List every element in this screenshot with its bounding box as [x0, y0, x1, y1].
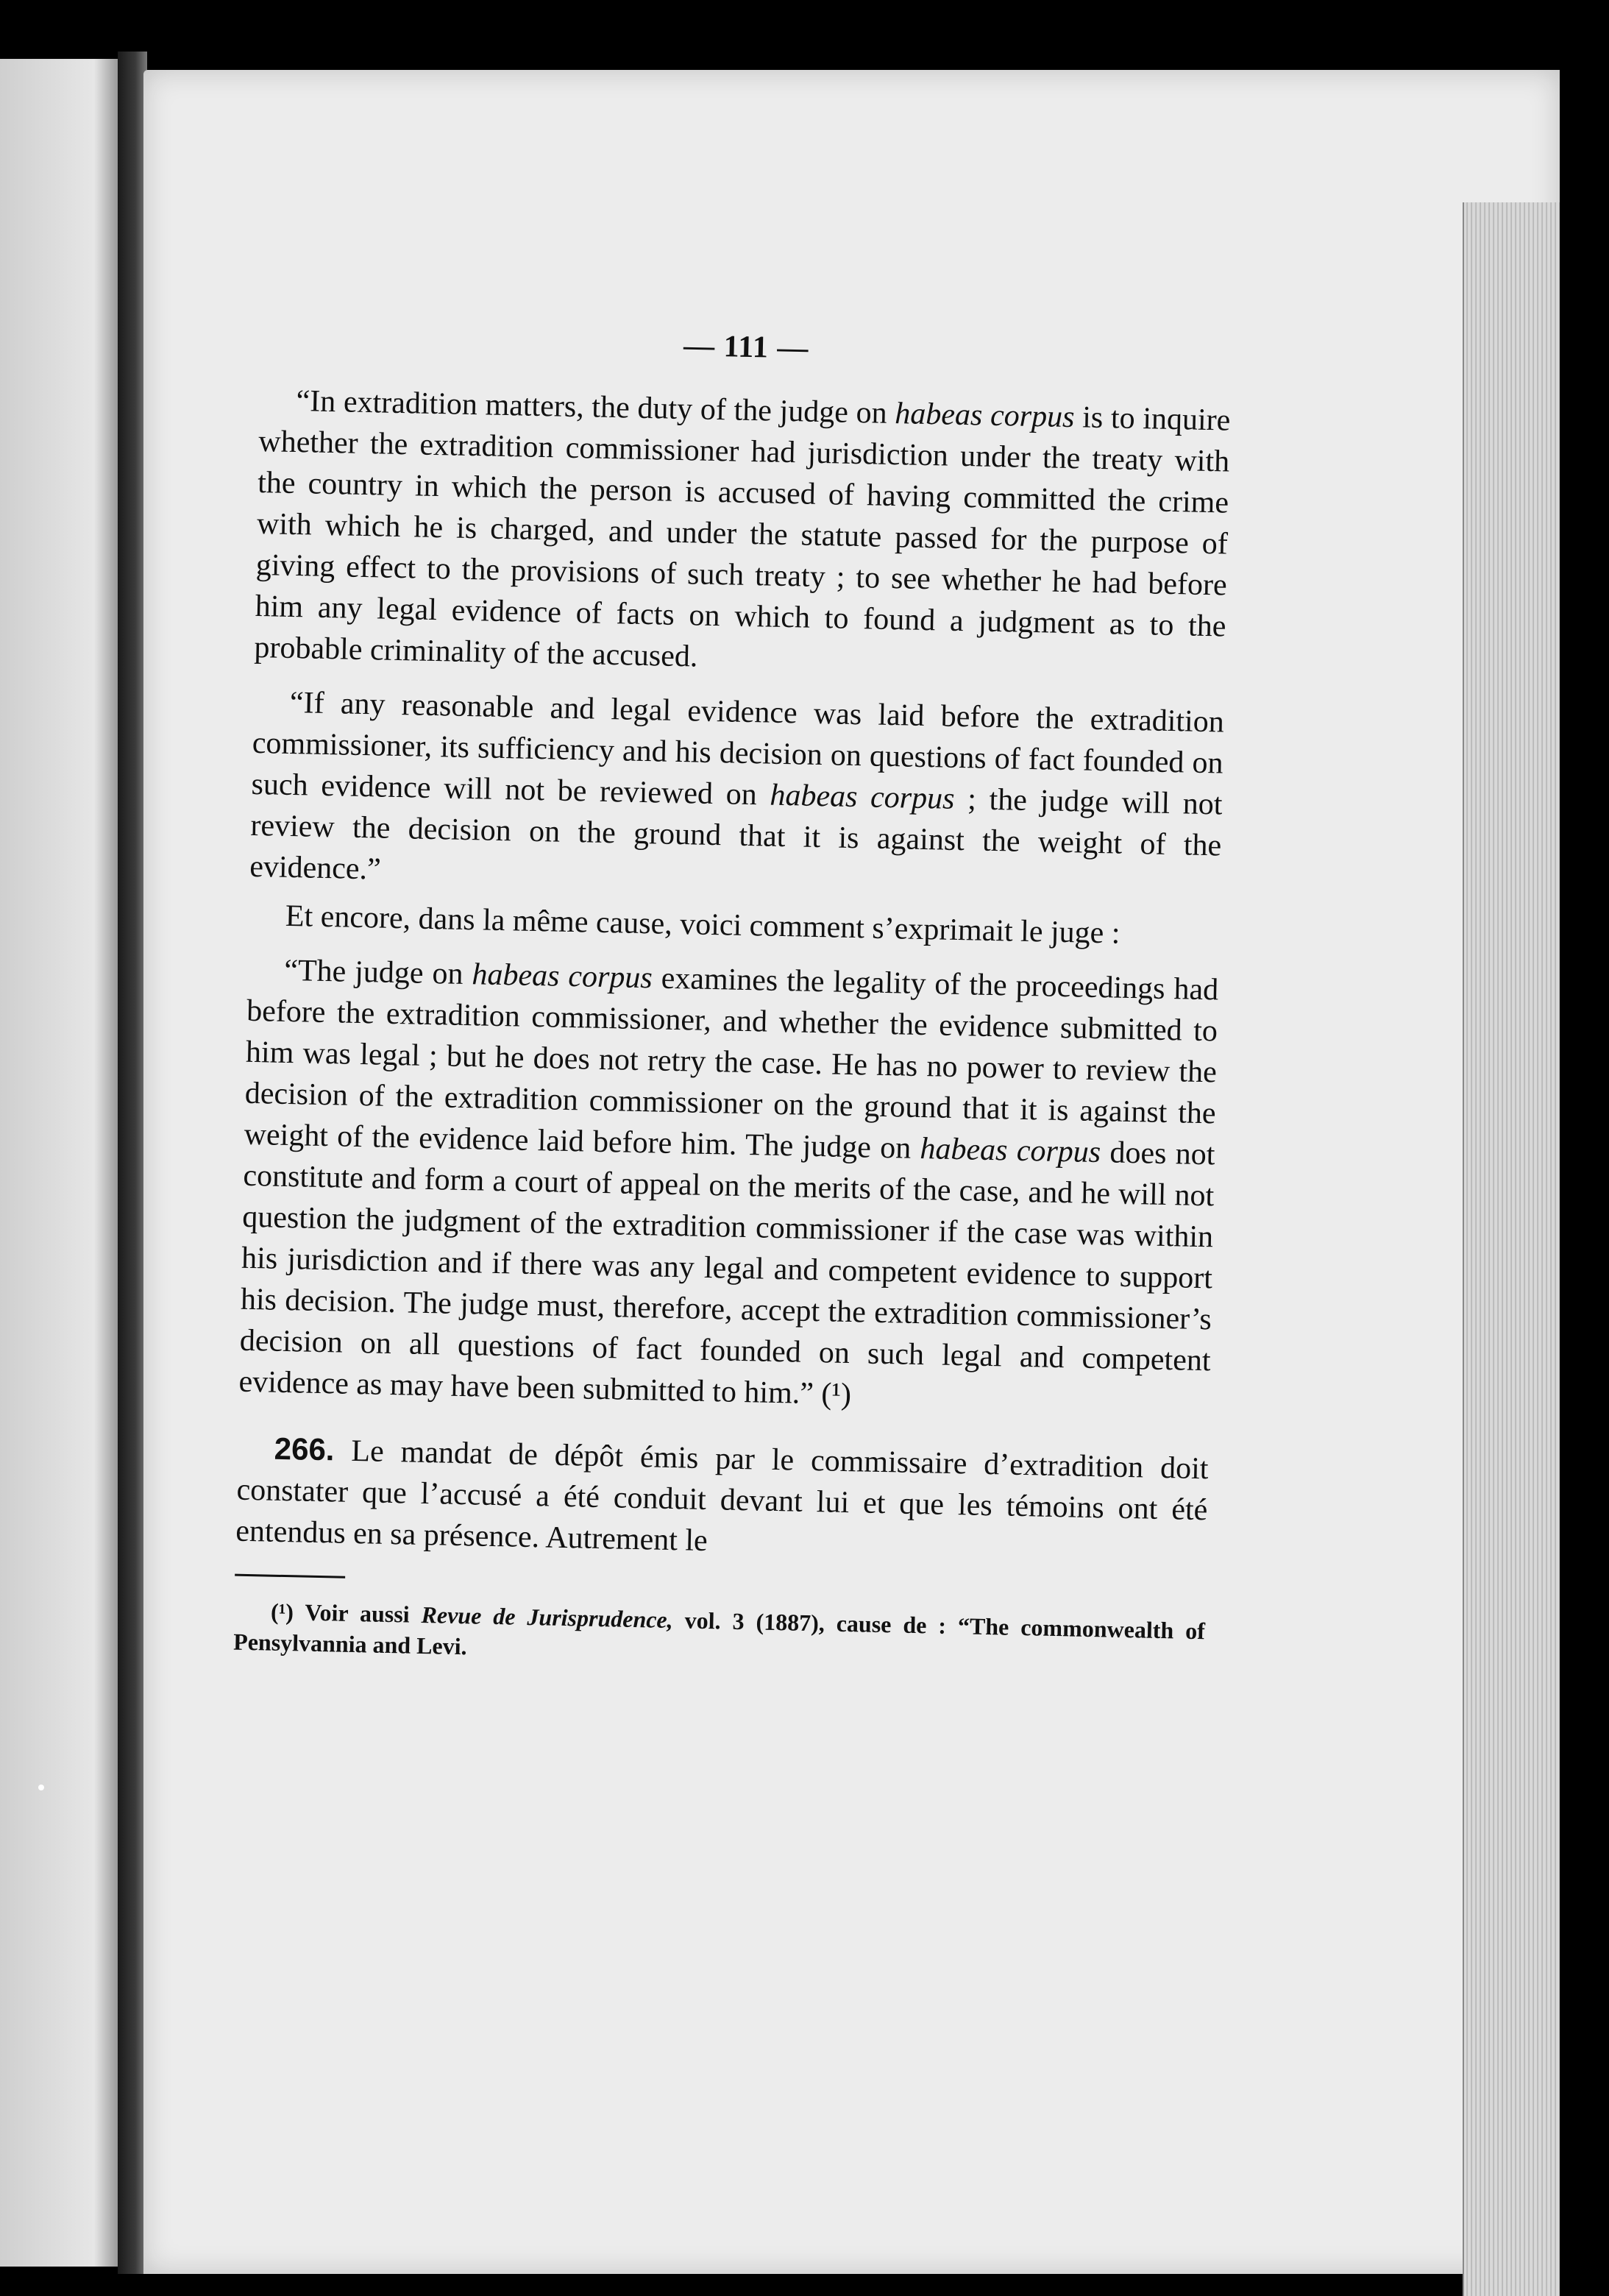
text-run: “If any reasonable and legal evidence was laid before the extradition commissioner, its sufficiency and his decision on questions of fact founded on such evidence will not be reviewed on — [251, 685, 1225, 812]
footnote-mark: (¹) — [270, 1598, 294, 1626]
quote-paragraph-3 — [238, 949, 1219, 1423]
text-run: vol. 3 (1887), cause de : “The commonwealth of Pensylvannia and Levi. — [232, 1606, 1206, 1660]
text-run: does not constitute and form a court of appeal on the merits of the case, and he will not question the judgment of the extradition commissioner if the case was within his jurisdiction and if there was any legal and competent evidence to support his decision. The judge must, therefore, accept the extradition commissioner’s decision on all questions of fact founded on such legal and competent evidence as may have been submitted to him.” (¹) — [238, 1135, 1215, 1412]
quote-paragraph-1 — [254, 380, 1231, 689]
italic-term: habeas corpus — [769, 778, 955, 816]
section-paragraph-266 — [235, 1428, 1209, 1573]
page-stack-edges — [1463, 202, 1560, 2296]
page-number: — 111 — — [683, 329, 809, 366]
scan-speck — [38, 1785, 44, 1790]
text-run: Le mandat de dépôt émis par le commissaire d’extradition doit constater que l’accusé a été conduit devant lui et que les témoins ont été entendus en sa présence. Autrement le — [235, 1434, 1209, 1559]
text-run: Voir aussi — [293, 1598, 422, 1628]
text-run: “The judge on — [283, 953, 472, 992]
italic-term: Revue de Jurisprudence, — [421, 1601, 674, 1634]
text-run: “In extradition matters, the duty of the judge on — [296, 384, 895, 431]
facing-page-edge — [0, 59, 118, 2267]
italic-term: habeas corpus — [920, 1132, 1101, 1170]
italic-term: habeas corpus — [894, 397, 1075, 435]
footnote-rule — [235, 1574, 345, 1578]
section-number: 266. — [274, 1431, 335, 1467]
text-run: ; the judge will not review the decision on the ground that it is against the weight of the evidence.” — [249, 782, 1223, 887]
book-spine-shadow — [118, 52, 147, 2274]
quote-paragraph-2 — [249, 681, 1225, 908]
text-run: examines the legality of the proceedings had before the extradition commissioner, and whether the evidence submitted to him was legal ; but he does not retry the case. He has no power to review the decision of the extradition commissioner on the ground that it is against the weight of the evidence laid before him. The judge on — [244, 961, 1219, 1166]
text-run: is to inquire whether the extradition commissioner had jurisdiction under the treaty with the country in which the person is accused of having committed the crime with which he is charged, and under the statute passed for the purpose of giving effect to the provisions of such treaty ; to see whether he had before him any legal evidence of facts on which to found a judgment as to the probable criminality of the accused. — [254, 400, 1231, 674]
french-paragraph: Et encore, dans la même cause, voici comment s’exprimait le juge : — [285, 899, 1120, 951]
page-content — [233, 316, 1232, 1677]
italic-term: habeas corpus — [472, 957, 653, 996]
